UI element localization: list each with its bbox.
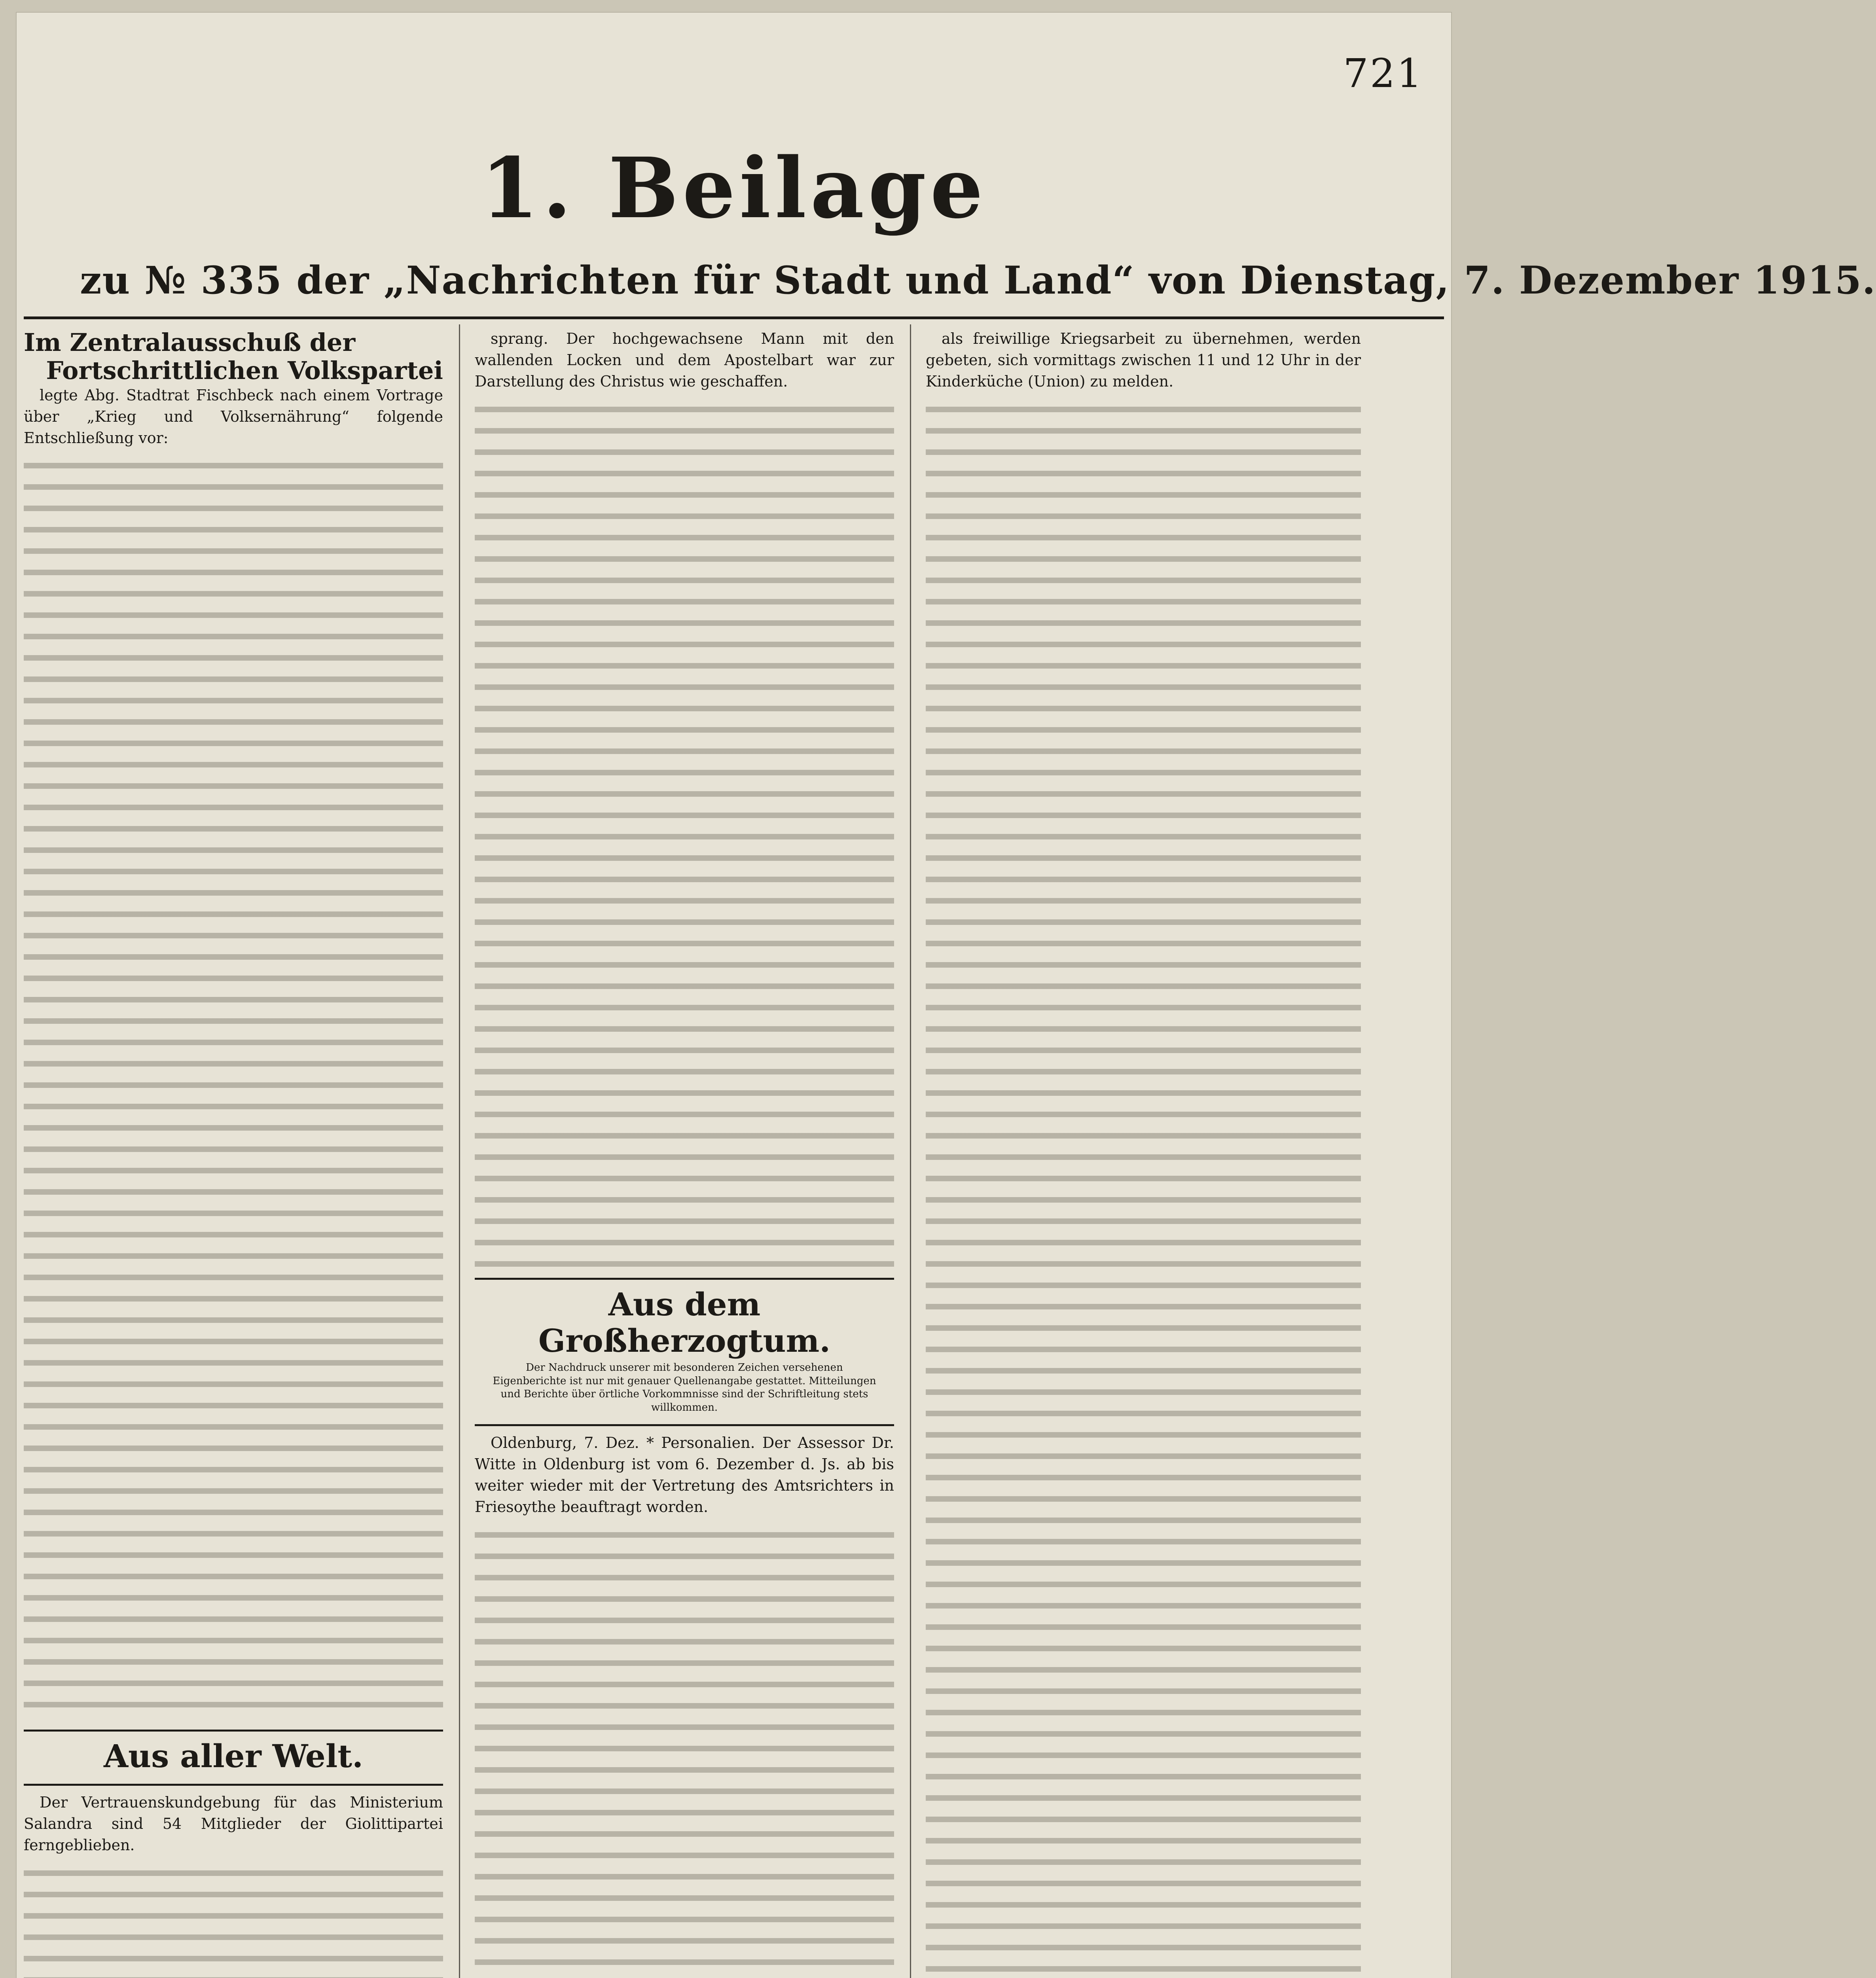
article-body-text: [24, 1862, 443, 1978]
article-excerpt: als freiwillige Kriegsarbeit zu übernehmen, werden gebeten, sich vormittags zwischen 11 und 12 Uhr in der Kinderküche (Union) zu melden.: [926, 330, 1361, 390]
section-rule: [475, 1278, 894, 1280]
column-2: [475, 328, 894, 1978]
article-excerpt: Der Vertrauenskundgebung für das Ministerium Salandra sind 54 Mitglieder der Giolittipartei ferngeblieben.: [24, 1794, 443, 1854]
section-rule: [24, 1730, 443, 1732]
section-heading-aus-aller-welt: Aus aller Welt.: [103, 1737, 364, 1775]
page-number: 721: [1343, 50, 1423, 97]
article-body-text: [475, 398, 894, 1268]
column-3: [926, 328, 1361, 1978]
column-1: [24, 328, 443, 1978]
article-excerpt: Oldenburg, 7. Dez. * Personalien. Der Assessor Dr. Witte in Oldenburg ist vom 6. Dezember d. Js. ab bis weiter wieder mit der Vertretung des Amtsrichters in Friesoythe beauftragt worden.: [475, 1434, 894, 1516]
column-divider-1: [459, 324, 460, 1978]
supplement-title: 1. Beilage: [481, 139, 987, 237]
reprint-notice: Der Nachdruck unserer mit besonderen Zeichen versehenen Eigenberichte ist nur mit genauer Quellenangabe gestattet. Mitteilungen und Berichte über örtliche Vorkommnisse sind der Schriftleitung stets willkommen.: [493, 1361, 876, 1414]
article-body-text: [475, 1523, 894, 1978]
section-rule: [475, 1424, 894, 1426]
article-body-text: [24, 454, 443, 1720]
article-heading-line1: Im Zentralausschuß der: [24, 328, 356, 357]
issue-subtitle: zu № 335 der „Nachrichten für Stadt und Land“ von Dienstag, 7. Dezember 1915.: [80, 258, 1876, 303]
column-divider-2: [910, 324, 911, 1978]
article-excerpt: sprang. Der hochgewachsene Mann mit den wallenden Locken und dem Apostelbart war zur Darstellung des Christus wie geschaffen.: [475, 330, 894, 390]
article-excerpt: legte Abg. Stadtrat Fischbeck nach einem Vortrage über „Krieg und Volksernährung“ folgende Entschließung vor:: [24, 386, 443, 447]
article-body-text: [926, 398, 1361, 1978]
article-heading-line2: Fortschrittlichen Volkspartei: [46, 356, 443, 385]
section-rule: [24, 1784, 443, 1786]
masthead-rule: [24, 316, 1444, 319]
section-heading-grossherzogtum: Aus dem Großherzogtum.: [538, 1285, 831, 1359]
